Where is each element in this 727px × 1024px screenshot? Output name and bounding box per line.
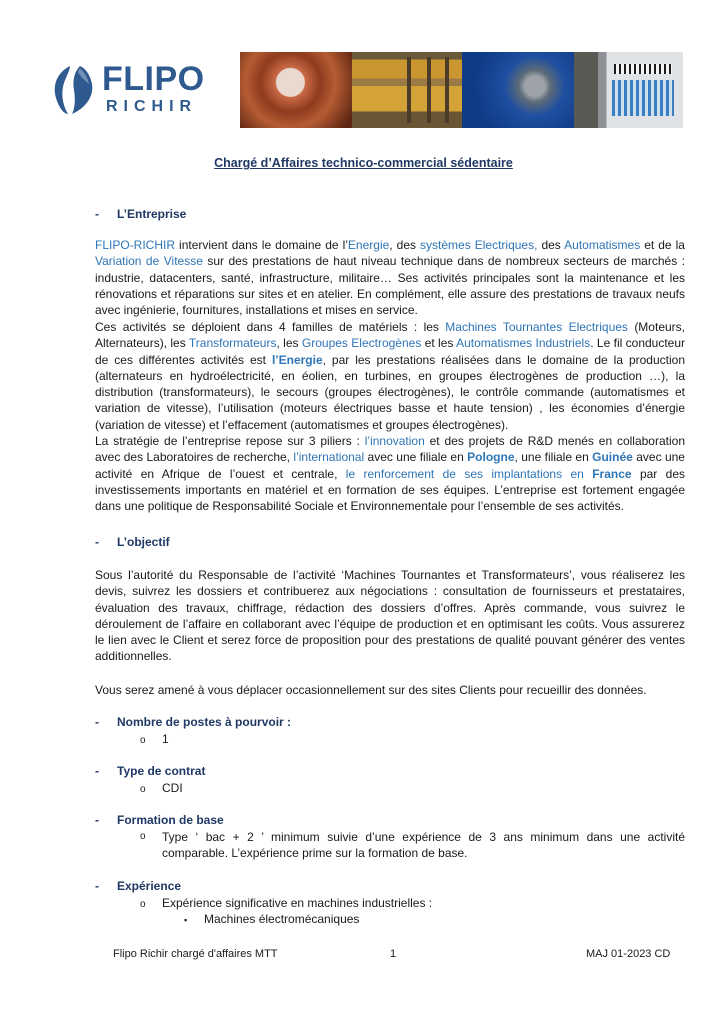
- circle-bullet: o: [140, 784, 146, 795]
- logo-text-richir: RICHIR: [106, 98, 198, 115]
- dash-bullet: -: [95, 813, 99, 827]
- section-heading-postes: - Nombre de postes à pourvoir :: [95, 715, 292, 729]
- stator-winding-image: [240, 52, 352, 128]
- formation-value-item: o Type ‘ bac + 2 ’ minimum suivie d’une expérience de 3 ans minimum dans une activité comparable. L’expérience prime sur la formation de base.: [140, 830, 685, 861]
- dash-bullet: -: [95, 879, 99, 893]
- circle-bullet: o: [140, 899, 146, 910]
- paragraph-entreprise-2: Ces activités se déploient dans 4 familles de matériels : les Machines Tournantes Electriques (Moteurs, Alternateurs), les Transformateurs, les Groupes Electrogènes et les Automatismes Industriels. Le fil conducteur de ces différentes activités est l’Energie, par les prestations réalisées dans le domaine de la production (alternateurs en hydroélectricité, en éolien, en turbines, en groupes électrogènes de production …), la distribution (transformateurs), le secours (groupes électrogènes), le contrôle commande (automatismes et variation de vitesse), l’utilisation (moteurs électriques basse et haute tension) , les économies d’énergie (variation de vitesse) et l’effacement (automatismes et groupes électrogènes).: [95, 320, 686, 432]
- dash-bullet: -: [95, 715, 99, 729]
- section-heading-formation: - Formation de base: [95, 813, 224, 827]
- section-heading-contrat: - Type de contrat: [95, 764, 206, 778]
- section-heading-entreprise: - L’Entreprise: [95, 207, 187, 221]
- circle-bullet: o: [140, 735, 146, 746]
- experience-value-item: o Expérience significative en machines industrielles :: [140, 895, 432, 913]
- square-bullet: ▪: [184, 915, 188, 925]
- electrical-cabinet-image: [574, 52, 683, 128]
- paragraph-entreprise-1: FLIPO-RICHIR intervient dans le domaine de l’Energie, des systèmes Electriques, des Automatismes et de la Variation de Vitesse sur des prestations de haut niveau technique dans de nombreux secteurs de marchés : industrie, datacenters, santé, infrastructure, militaire… Ses activités principales sont la maintenance et les rénovations et réparations sur sites et en atelier. En complément, elle assure des prestations de travaux neufs avec ingénierie, fournitures, installations et mises en service.: [95, 238, 685, 318]
- paragraph-objectif-2: Vous serez amené à vous déplacer occasionnellement sur des sites Clients pour recueillir des données.: [95, 683, 647, 697]
- header-banner: [240, 52, 683, 128]
- section-heading-objectif: - L’objectif: [95, 535, 170, 549]
- dash-bullet: -: [95, 764, 99, 778]
- engine-image: [462, 52, 574, 128]
- logo-text-flipo: FLIPO: [102, 60, 205, 98]
- dash-bullet: -: [95, 207, 99, 221]
- document-title: Chargé d’Affaires technico-commercial sédentaire: [214, 156, 513, 170]
- paragraph-entreprise-3: La stratégie de l’entreprise repose sur 3 piliers : l’innovation et des projets de R&D menés en collaboration avec des Laboratoires de recherche, l’international avec une filiale en Pologne, une filiale en Guinée avec une activité en Afrique de l’ouest et centrale, le renforcement de ses implantations en France par des investissements importants en matériel et en formation de ses équipes. L’entreprise est fortement engagée dans une politique de Responsabilité Sociale et Environnementale pour l’ensemble de ses activités.: [95, 434, 686, 514]
- section-heading-experience: - Expérience: [95, 879, 182, 893]
- circle-bullet: o: [140, 831, 146, 842]
- experience-sub-item: ▪ Machines électromécaniques: [184, 911, 359, 928]
- paragraph-objectif-1: Sous l’autorité du Responsable de l’activité ‘Machines Tournantes et Transformateurs’, vous réaliserez les devis, suivrez les dossiers et contribuerez aux négociations : consultation de fournisseurs et prestataires, évaluation des travaux, chiffrage, rédaction des dossiers d’offres. Après commande, vous suivrez le déroulement de l’affaire en collaborant avec l’équipe de production et en optimisant les coûts. Vous assurerez le lien avec le Client et serez force de proposition pour des prestations de qualité pouvant générer des ventes additionnelles.: [95, 568, 685, 664]
- footer-left-text: Flipo Richir chargé d'affaires MTT: [113, 948, 278, 960]
- footer-right-text: MAJ 01-2023 CD: [586, 948, 671, 960]
- contrat-value-item: o CDI: [140, 780, 183, 798]
- logo-mark-icon: [50, 64, 96, 116]
- footer-page-number: 1: [390, 948, 397, 960]
- transformer-image: [352, 52, 462, 128]
- company-logo: [48, 60, 223, 122]
- postes-value-item: o 1: [140, 731, 169, 749]
- dash-bullet: -: [95, 535, 99, 549]
